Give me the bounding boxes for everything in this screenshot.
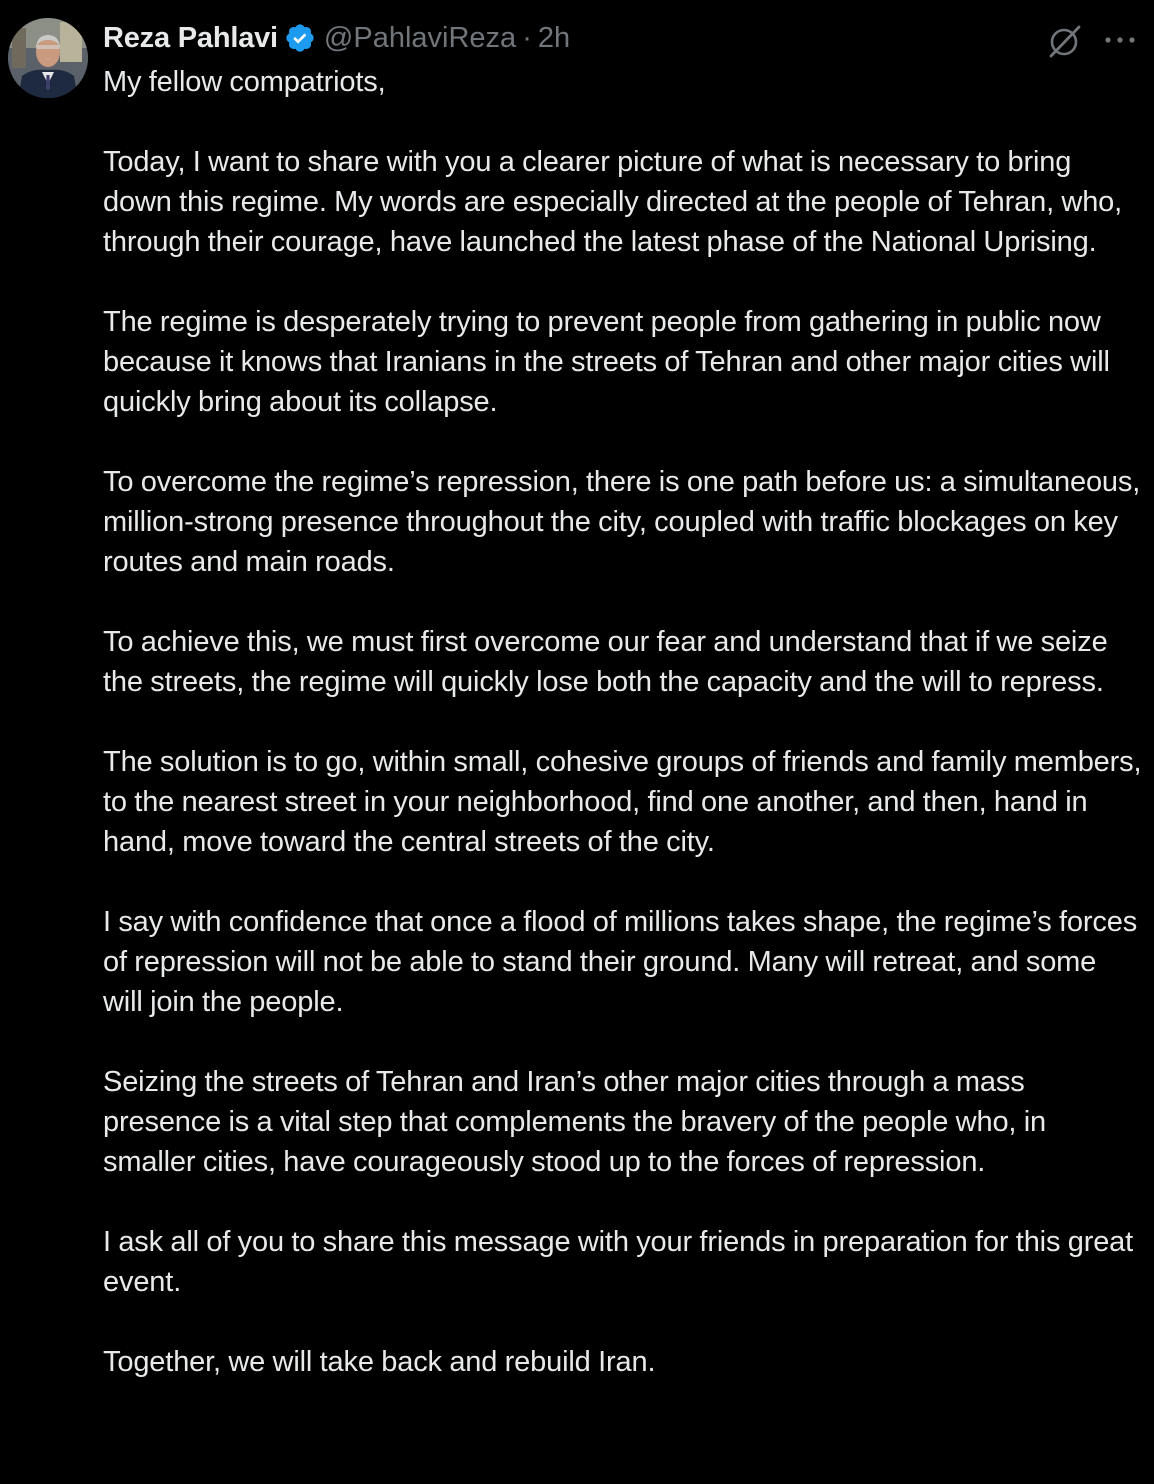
- author-handle[interactable]: @PahlaviReza: [323, 21, 517, 54]
- post-paragraph: I ask all of you to share this message with your friends in preparation for this great event.: [103, 1226, 1134, 1298]
- post-paragraph: My fellow compatriots,: [103, 66, 386, 98]
- post-paragraph: Together, we will take back and rebuild Iran.: [103, 1346, 656, 1378]
- post-paragraph: The solution is to go, within small, cohesive groups of friends and family members, to the nearest street in your neighborhood, find one another, and then, hand in hand, move toward the central streets of the city.: [103, 746, 1142, 858]
- verified-badge-icon[interactable]: [284, 22, 316, 54]
- post-paragraph: The regime is desperately trying to prevent people from gathering in public now because it knows that Iranians in the streets of Tehran and other major cities will quickly bring about its collapse.: [103, 306, 1110, 418]
- profile-photo: [8, 18, 88, 98]
- grok-icon[interactable]: [1046, 22, 1084, 60]
- post-paragraph: To achieve this, we must first overcome our fear and understand that if we seize the streets, the regime will quickly lose both the capacity and the will to repress.: [103, 626, 1108, 698]
- author-name[interactable]: Reza Pahlavi: [103, 21, 278, 54]
- avatar[interactable]: [8, 18, 88, 98]
- post-paragraph: Today, I want to share with you a clearer picture of what is necessary to bring down this regime. My words are especially directed at the people of Tehran, who, through their courage, have launched the latest phase of the National Uprising.: [103, 146, 1123, 258]
- post-paragraph: Seizing the streets of Tehran and Iran’s other major cities through a mass presence is a vital step that complements the bravery of the people who, in smaller cities, have courageously stood up to the forces of repression.: [103, 1066, 1047, 1178]
- post-paragraph: To overcome the regime’s repression, there is one path before us: a simultaneous, million-strong presence throughout the city, coupled with traffic blockages on key routes and main roads.: [103, 466, 1141, 578]
- post-body: [103, 62, 1143, 1382]
- post-timestamp[interactable]: 2h: [537, 21, 571, 54]
- post-header: [103, 18, 570, 58]
- more-options-icon[interactable]: [1102, 26, 1138, 54]
- post-paragraph: I say with confidence that once a flood of millions takes shape, the regime’s forces of repression will not be able to stand their ground. Many will retreat, and some will join the people.: [103, 906, 1138, 1018]
- separator-dot: ·: [522, 21, 532, 54]
